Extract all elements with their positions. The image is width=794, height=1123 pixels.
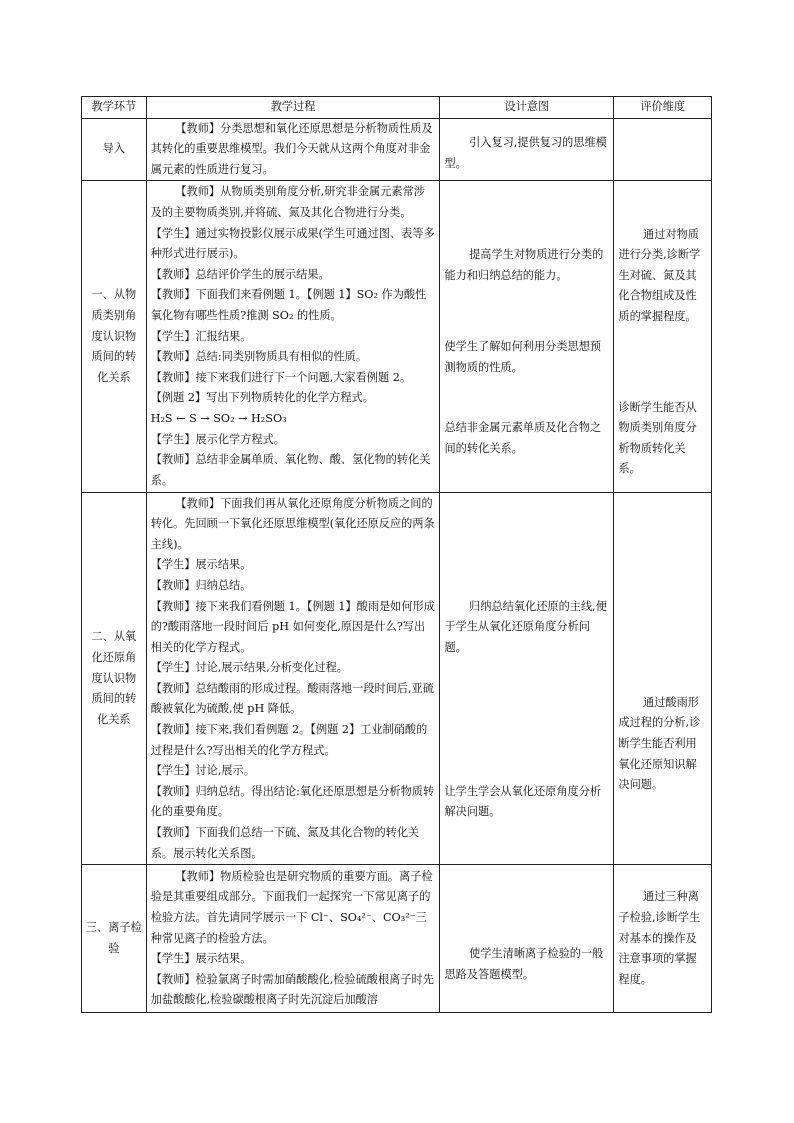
process-line: 【教师】归纳总结。得出结论:氧化还原思想是分析物质转化的重要角度。 [150, 784, 435, 819]
process-line: 【教师】下面我们再从氧化还原角度分析物质之间的转化。先回顾一下氧化还原思维模型(氧化还原反应的两条主线)。 [150, 496, 435, 551]
eval-text: 通过酸雨形成过程的分析,诊断学生能否利用氧化还原知识解决问题。 [618, 695, 701, 792]
design-cell [440, 118, 614, 181]
design-cell [440, 493, 614, 865]
lesson-plan-table [81, 96, 712, 1013]
eval-text: 通过对物质进行分类,诊断学生对硫、氮及其化合物组成及性质的掌握程度。 [618, 227, 701, 324]
eval-cell [614, 865, 712, 1013]
table-row [82, 865, 712, 1013]
header-process: 教学过程 [146, 97, 440, 119]
stage-cell: 一、从物质类别角度认识物质间的转化关系 [82, 181, 147, 493]
design-text: 让学生学会从氧化还原角度分析解决问题。 [444, 784, 602, 819]
process-line: 【教师】总结评价学生的展示结果。 [150, 267, 330, 281]
process-line: 【教师】总结非金属单质、氧化物、酸、氢化物的转化关系。 [150, 453, 431, 487]
design-text: 归纳总结氧化还原的主线,便于学生从氧化还原角度分析问题。 [444, 599, 607, 655]
process-cell [146, 181, 440, 493]
stage-cell: 二、从氧化还原角度认识物质间的转化关系 [82, 493, 147, 865]
eval-text: 通过三种离子检验,诊断学生对基本的操作及注意事项的掌握程度。 [618, 890, 701, 986]
table-header-row [82, 97, 712, 119]
process-line: 【学生】汇报结果。 [150, 329, 252, 343]
process-line: 【教师】总结:同类别物质具有相似的性质。 [150, 350, 368, 364]
stage-cell: 三、离子检验 [82, 865, 147, 1013]
design-cell [440, 181, 614, 493]
design-text: 提高学生对物质进行分类的能力和归纳总结的能力。 [444, 248, 604, 282]
process-line: 【学生】展示化学方程式。 [150, 432, 285, 446]
eval-cell [614, 118, 712, 181]
process-cell [146, 865, 440, 1013]
design-text: 引入复习,提供复习的思维模型。 [444, 136, 607, 170]
process-line: 【学生】展示结果。 [150, 558, 252, 572]
process-line: 【例题 2】写出下列物质转化的化学方程式。 [150, 391, 374, 405]
eval-cell [614, 181, 712, 493]
design-text: 使学生清晰离子检验的一般思路及答题模型。 [444, 947, 604, 981]
process-line: 【教师】接下来,我们看例题 2。【例题 2】工业制硝酸的过程是什么?写出相关的化学方程式。 [150, 723, 428, 757]
process-line: 【教师】下面我们总结一下硫、氮及其化合物的转化关系。展示转化关系图。 [150, 826, 420, 860]
process-line: 【学生】讨论,展示结果,分析变化过程。 [150, 661, 348, 675]
header-eval: 评价维度 [614, 97, 712, 119]
process-line: 【教师】归纳总结。 [150, 578, 252, 592]
process-line: 【教师】分类思想和氧化还原思想是分析物质性质及其转化的重要思维模型。我们今天就从这两个角度对非金属元素的性质进行复习。 [150, 121, 433, 176]
design-text: 使学生了解如何利用分类思想预测物质的性质。 [444, 340, 602, 374]
design-text: 总结非金属元素单质及化合物之间的转化关系。 [444, 421, 602, 456]
table-row [82, 181, 712, 493]
process-line: 【教师】下面我们来看例题 1。【例题 1】SO₂ 作为酸性氧化物有哪些性质?推测 SO₂ 的性质。 [150, 288, 427, 322]
process-line: 【学生】通过实物投影仪展示成果(学生可通过图、表等多种形式进行展示)。 [150, 226, 435, 261]
process-cell [146, 493, 440, 865]
stage-cell: 导入 [82, 118, 147, 181]
table-row [82, 118, 712, 181]
process-line: 【教师】接下来我们看例题 1。【例题 1】酸雨是如何形成的?酸雨落地一段时间后 pH 如何变化,原因是什么?写出相关的化学方程式。 [150, 599, 435, 654]
process-line: 【教师】检验氯离子时需加硝酸酸化,检验硫酸根离子时先加盐酸酸化,检验碳酸根离子时先沉淀后加酸溶 [150, 972, 434, 1007]
equation-line: H₂S ← S → SO₂ → H₂SO₃ [150, 411, 287, 425]
process-line: 【教师】从物质类别角度分析,研究非金属元素常涉及的主要物质类别,并将硫、氮及其化合物进行分类。 [150, 185, 425, 220]
header-stage: 教学环节 [82, 97, 147, 119]
header-design: 设计意图 [440, 97, 614, 119]
table-row [82, 493, 712, 865]
process-line: 【学生】展示结果。 [150, 952, 252, 966]
process-line: 【教师】总结酸雨的形成过程。酸雨落地一段时间后,亚硫酸被氧化为硫酸,使 pH 降低。 [150, 681, 434, 716]
process-line: 【教师】物质检验也是研究物质的重要方面。离子检验是其重要组成部分。下面我们一起探究一下常见离子的检验方法。首先请同学展示一下 Cl⁻、SO₄²⁻、CO₃²⁻三种常见离子的检验方法。 [150, 869, 433, 945]
process-cell [146, 118, 440, 181]
process-line: 【教师】接下来我们进行下一个问题,大家看例题 2。 [150, 370, 412, 384]
eval-cell [614, 493, 712, 865]
process-line: 【学生】讨论,展示。 [150, 764, 255, 778]
design-cell [440, 865, 614, 1013]
eval-text: 诊断学生能否从物质类别角度分析物质转化关系。 [618, 400, 697, 476]
